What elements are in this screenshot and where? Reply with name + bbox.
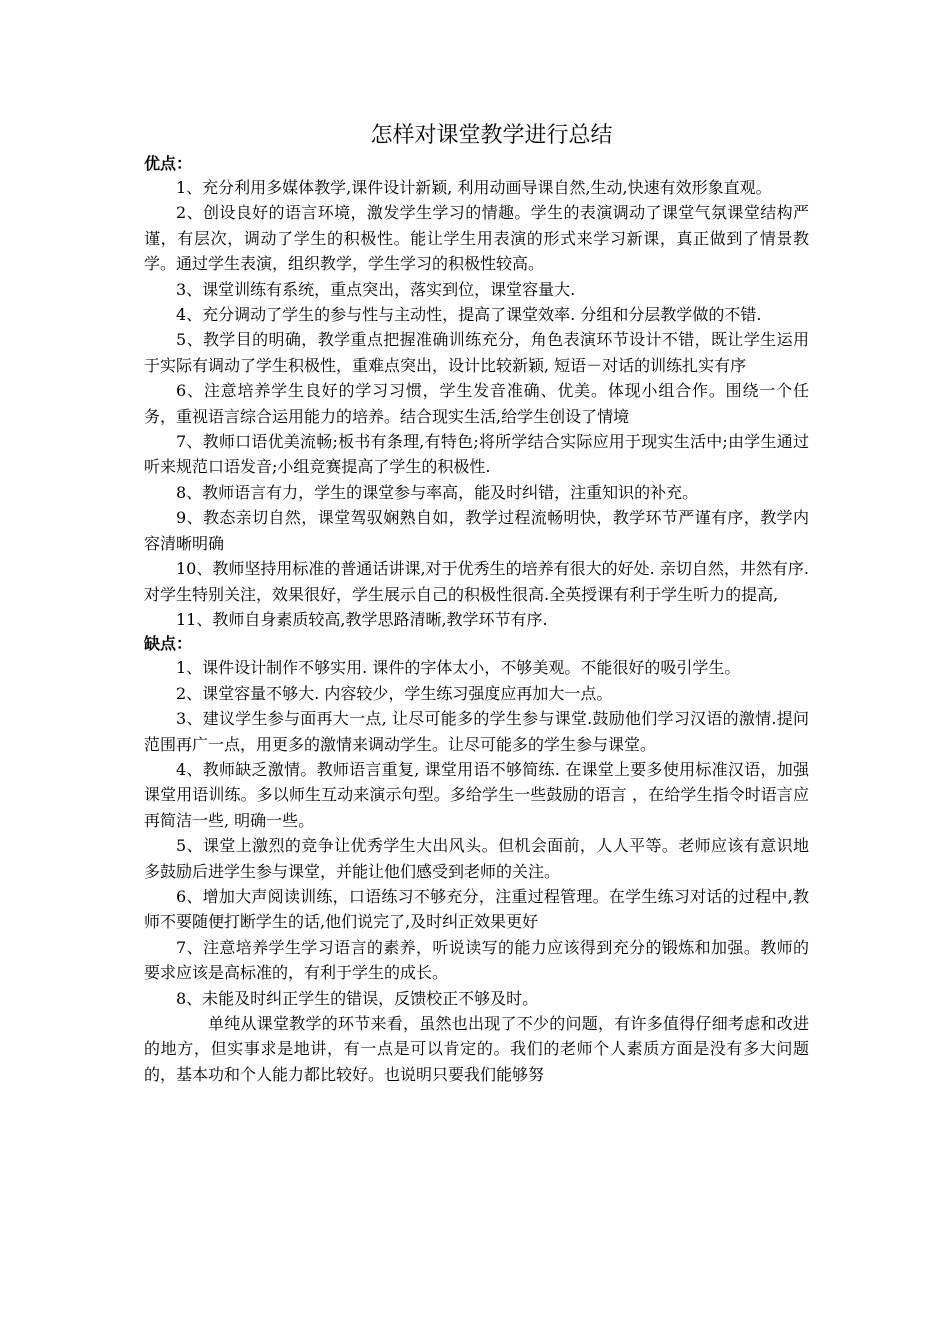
advantage-item-9: 9、教态亲切自然，课堂驾驭娴熟自如，教学过程流畅明快，教学环节严谨有序，教学内容清晰明确 xyxy=(144,508,809,553)
disadvantage-item-8: 8、未能及时纠正学生的错误，反馈校正不够及时。 xyxy=(176,988,539,1008)
disadvantage-item-5: 5、课堂上激烈的竞争让优秀学生大出风头。但机会面前，人人平等。老师应该有意识地多鼓励后进学生参与课堂，并能让他们感受到老师的关注。 xyxy=(144,836,809,881)
advantage-item-5: 5、教学目的明确，教学重点把握准确训练充分，角色表演环节设计不错，既让学生运用于实际有调动了学生积极性，重难点突出，设计比较新颖, 短语－对话的训练扎实有序 xyxy=(144,330,809,375)
document-page xyxy=(144,120,809,1087)
disadvantages-heading: 缺点： xyxy=(144,634,193,654)
advantage-item-6: 6、注意培养学生良好的学习习惯，学生发音准确、优美。体现小组合作。围绕一个任务，重视语言综合运用能力的培养。结合现实生活,给学生创设了情境 xyxy=(144,381,809,426)
document-title: 怎样对课堂教学进行总结 xyxy=(370,123,613,148)
disadvantages-section xyxy=(144,632,809,1011)
advantages-heading: 优点： xyxy=(144,154,193,173)
disadvantage-item-3: 3、建议学生参与面再大一点, 让尽可能多的学生参与课堂.鼓励他们学习汉语的激情.提问范围再广一点，用更多的激情来调动学生。让尽可能多的学生参与课堂。 xyxy=(144,709,809,754)
disadvantage-item-1: 1、课件设计制作不够实用. 课件的字体太小，不够美观。不能很好的吸引学生。 xyxy=(176,658,741,678)
disadvantage-item-2: 2、课堂容量不够大. 内容较少，学生练习强度应再加大一点。 xyxy=(176,683,613,703)
advantages-section xyxy=(144,152,809,632)
advantage-item-2: 2、创设良好的语言环境，激发学生学习的情趣。学生的表演调动了课堂气氛课堂结构严谨，有层次，调动了学生的积极性。能让学生用表演的形式来学习新课，真正做到了情景教学。通过学生表演，组织教学，学生学习的积极性较高。 xyxy=(144,203,809,274)
advantage-item-10: 10、教师坚持用标准的普通话讲课,对于优秀生的培养有很大的好处. 亲切自然，井然有序. 对学生特别关注，效果很好，学生展示自己的积极性很高.全英授课有利于学生听力的提高, xyxy=(144,559,809,604)
disadvantage-item-7: 7、注意培养学生学习语言的素养，听说读写的能力应该得到充分的锻炼和加强。教师的要求应该是高标准的，有利于学生的成长。 xyxy=(144,937,809,983)
advantage-item-4: 4、充分调动了学生的参与性与主动性，提高了课堂效率. 分组和分层教学做的不错. xyxy=(176,305,762,325)
advantage-item-11: 11、教师自身素质较高,教学思路清晰,教学环节有序. xyxy=(176,609,548,629)
advantage-item-3: 3、课堂训练有系统，重点突出，落实到位，课堂容量大. xyxy=(176,279,576,299)
disadvantage-item-6: 6、增加大声阅读训练，口语练习不够充分，注重过程管理。在学生练习对话的过程中,教师不要随便打断学生的话,他们说完了,及时纠正效果更好 xyxy=(144,886,809,932)
disadvantage-item-4: 4、教师缺乏激情。教师语言重复, 课堂用语不够简练. 在课堂上要多使用标准汉语，加强课堂用语训练。多以师生互动来演示句型。多给学生一些鼓励的语言 ，在给学生指令时语言应再简洁一些, 明确一些。 xyxy=(144,759,809,830)
closing-paragraph: 单纯从课堂教学的环节来看，虽然也出现了不少的问题，有许多值得仔细考虑和改进的地方，但实事求是地讲，有一点是可以肯定的。我们的老师个人素质方面是没有多大问题的，基本功和个人能力都比较好。也说明只要我们能够努 xyxy=(144,1014,809,1084)
advantage-item-1: 1、充分利用多媒体教学,课件设计新颖, 利用动画导课自然,生动,快速有效形象直观。 xyxy=(176,178,772,197)
advantage-item-8: 8、教师语言有力，学生的课堂参与率高，能及时纠错，注重知识的补充。 xyxy=(176,482,699,502)
advantage-item-7: 7、教师口语优美流畅;板书有条理,有特色;将所学结合实际应用于现实生活中;由学生通过听来规范口语发音;小组竞赛提高了学生的积极性. xyxy=(144,432,809,477)
